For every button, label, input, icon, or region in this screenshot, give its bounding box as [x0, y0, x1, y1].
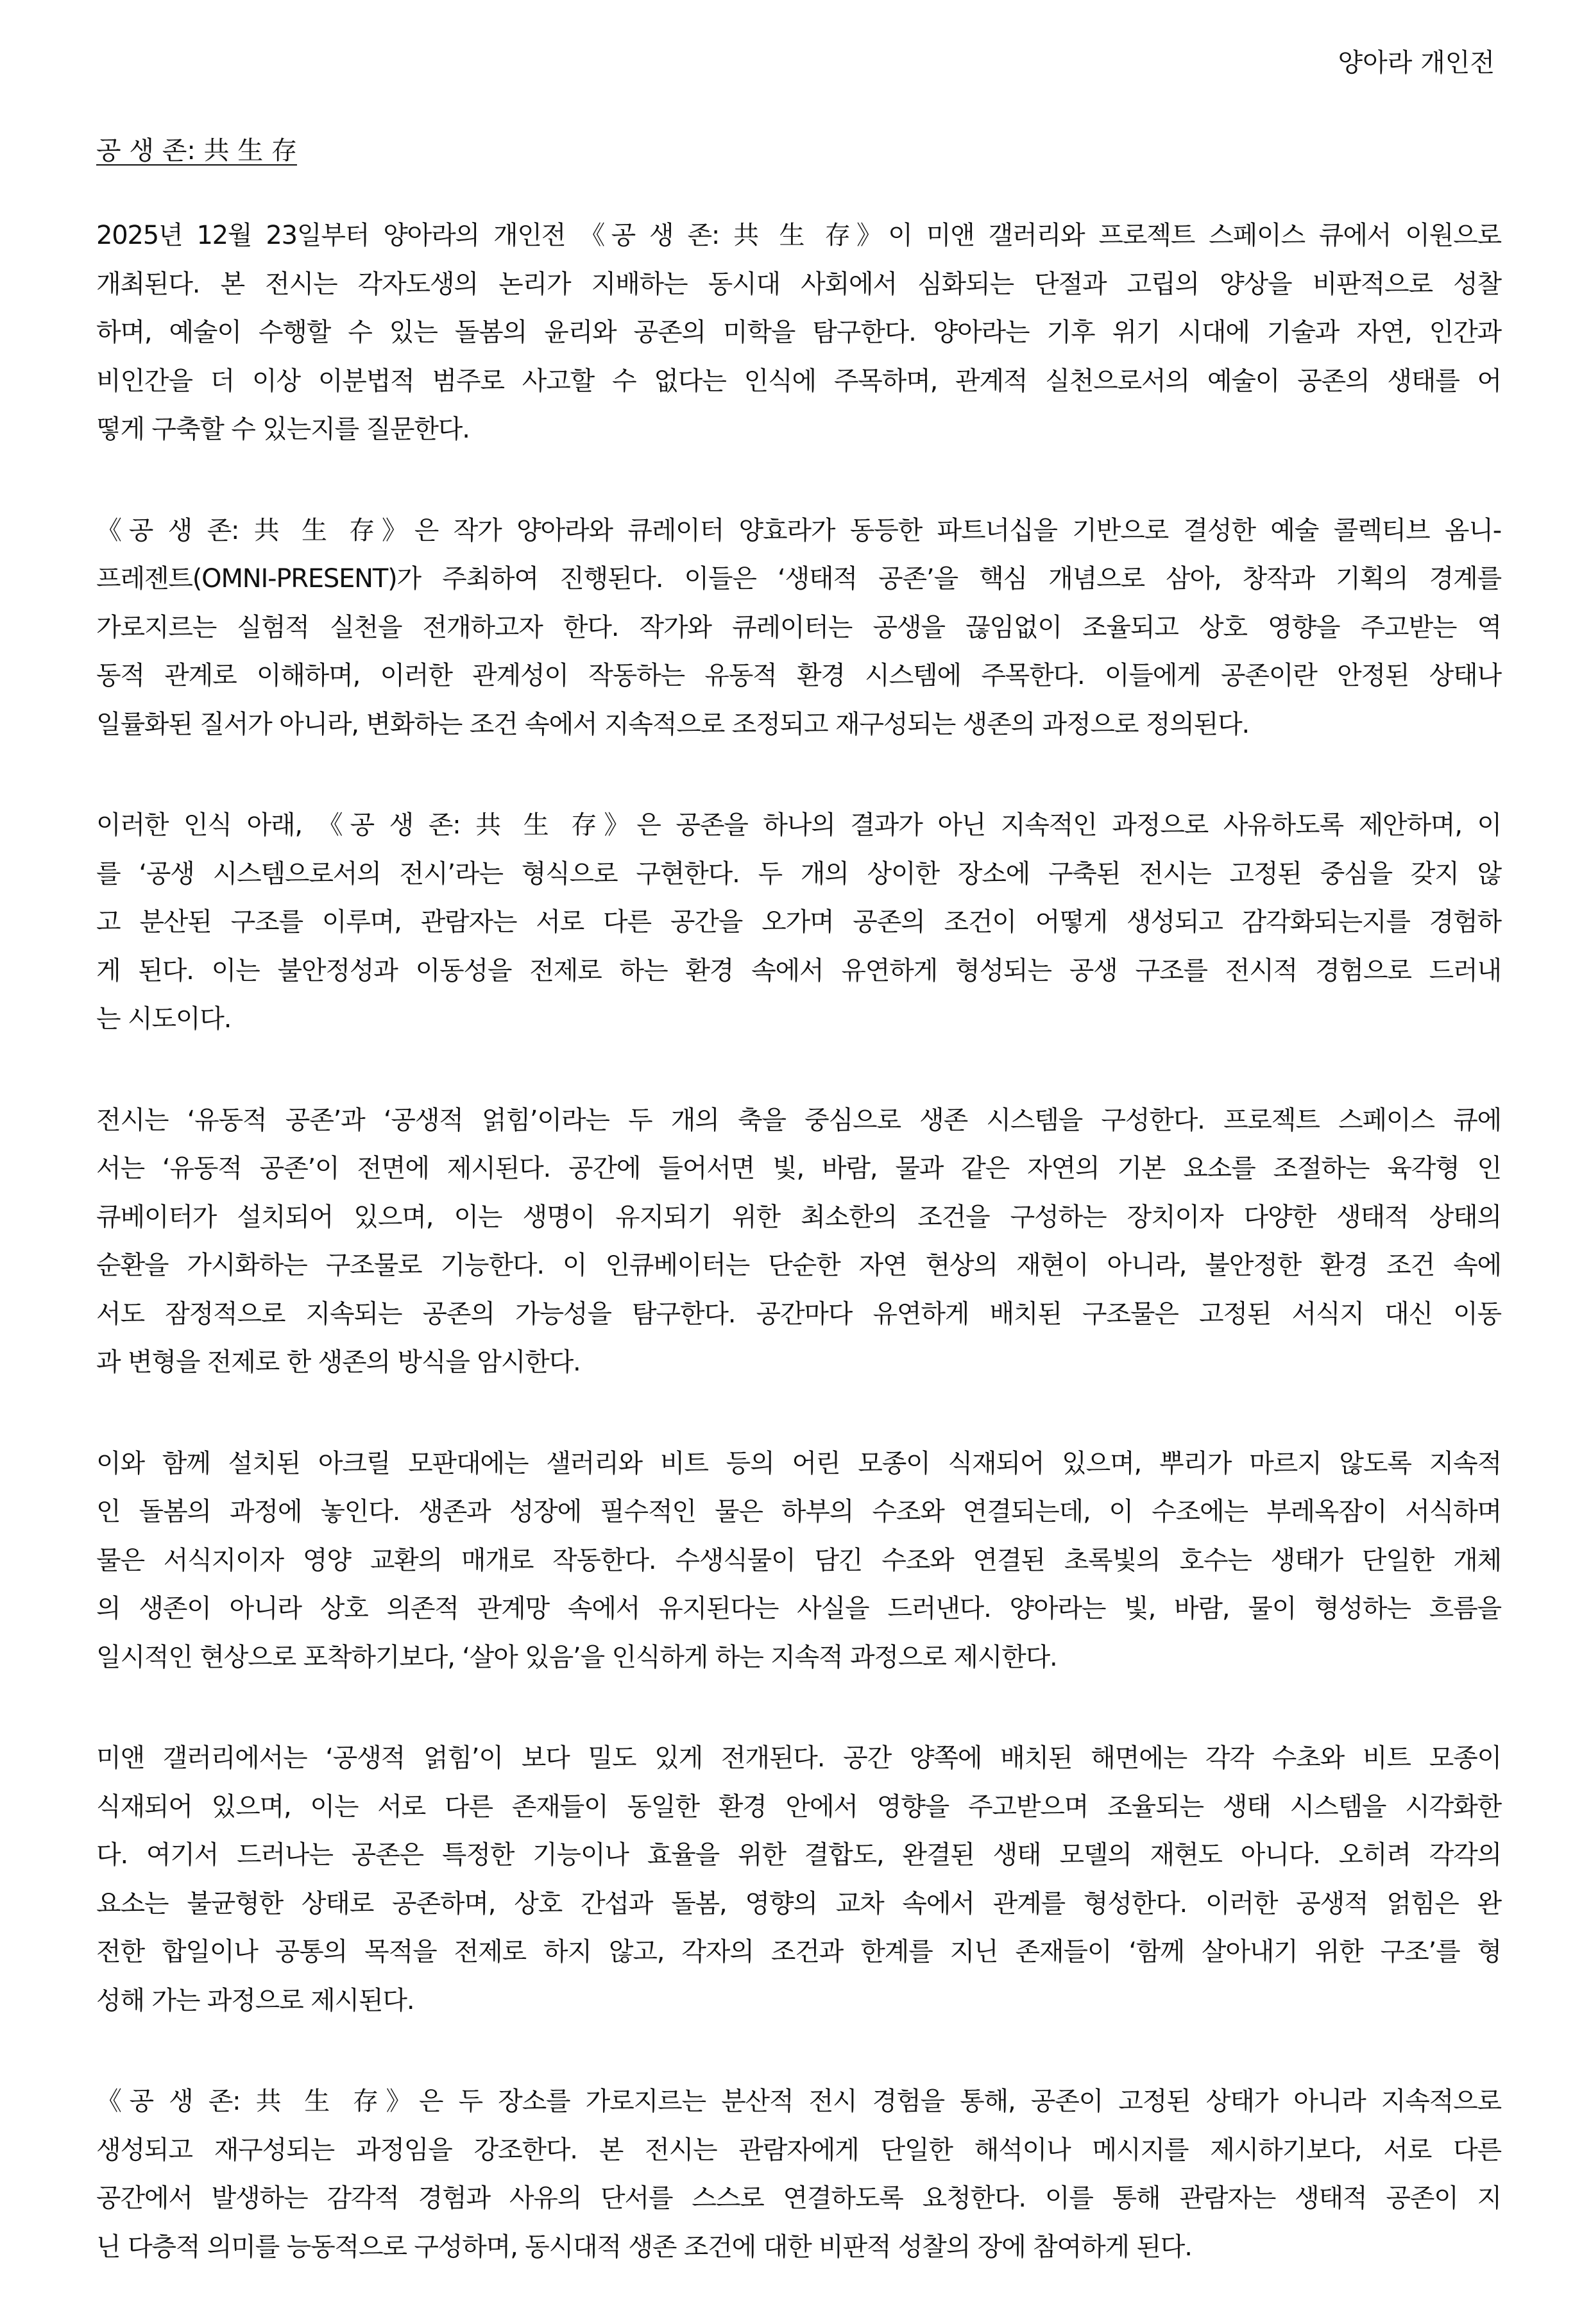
paragraph	[96, 1097, 1501, 1387]
paragraph-line: 성해 가는 과정으로 제시된다.	[96, 1985, 414, 2015]
paragraph-line: 전한 합일이나 공통의 목적을 전제로 하지 않고, 각자의 조건과 한계를 지닌 존재들이 ‘함께 살아내기 위한 구조’를 형	[96, 1937, 1501, 1967]
paragraph-line: 이러한 인식 아래, 《공 생 존: 共 生 存》은 공존을 하나의 결과가 아닌 지속적인 과정으로 사유하도록 제안하며, 이	[96, 810, 1501, 840]
paragraph-line: 물은 서식지이자 영양 교환의 매개로 작동한다. 수생식물이 담긴 수조와 연결된 초록빛의 호수는 생태가 단일한 개체	[96, 1545, 1501, 1575]
paragraph	[96, 1734, 1501, 2025]
paragraph-line: 떻게 구축할 수 있는지를 질문한다.	[96, 414, 470, 444]
paragraph	[96, 1440, 1501, 1682]
paragraph-line: 이와 함께 설치된 아크릴 모판대에는 샐러리와 비트 등의 어린 모종이 식재되어 있으며, 뿌리가 마르지 않도록 지속적	[96, 1448, 1501, 1478]
paragraph-line: 의 생존이 아니라 상호 의존적 관계망 속에서 유지된다는 사실을 드러낸다. 양아라는 빛, 바람, 물이 형성하는 흐름을	[96, 1594, 1501, 1623]
paragraph-line: 일률화된 질서가 아니라, 변화하는 조건 속에서 지속적으로 조정되고 재구성되는 생존의 과정으로 정의된다.	[96, 709, 1250, 739]
paragraph	[96, 2078, 1501, 2271]
paragraph-line: 공간에서 발생하는 감각적 경험과 사유의 단서를 스스로 연결하도록 요청한다. 이를 통해 관람자는 생태적 공존이 지	[96, 2183, 1501, 2213]
paragraph-line: 미앤 갤러리에서는 ‘공생적 얽힘’이 보다 밀도 있게 전개된다. 공간 양쪽에 배치된 해면에는 각각 수초와 비트 모종이	[96, 1743, 1501, 1773]
paragraph-line: 는 시도이다.	[96, 1004, 232, 1034]
paragraph-line: 프레젠트(OMNI-PRESENT)가 주최하여 진행된다. 이들은 ‘생태적 공존’을 핵심 개념으로 삼아, 창작과 기획의 경계를	[96, 564, 1501, 594]
paragraph-line: 서는 ‘유동적 공존’이 전면에 제시된다. 공간에 들어서면 빛, 바람, 물과 같은 자연의 기본 요소를 조절하는 육각형 인	[96, 1154, 1501, 1183]
paragraph-line: 하며, 예술이 수행할 수 있는 돌봄의 윤리와 공존의 미학을 탐구한다. 양아라는 기후 위기 시대에 기술과 자연, 인간과	[96, 318, 1501, 347]
paragraph-line: 가로지르는 실험적 실천을 전개하고자 한다. 작가와 큐레이터는 공생을 끊임없이 조율되고 상호 영향을 주고받는 역	[96, 612, 1501, 642]
paragraph-line: 다. 여기서 드러나는 공존은 특정한 기능이나 효율을 위한 결합도, 완결된 생태 모델의 재현도 아니다. 오히려 각각의	[96, 1840, 1501, 1870]
paragraph	[96, 212, 1501, 454]
paragraph-line: 큐베이터가 설치되어 있으며, 이는 생명이 유지되기 위한 최소한의 조건을 구성하는 장치이자 다양한 생태적 상태의	[96, 1202, 1501, 1232]
paragraph	[96, 801, 1501, 1044]
paragraph	[96, 507, 1501, 749]
paragraph-line: 게 된다. 이는 불안정성과 이동성을 전제로 하는 환경 속에서 유연하게 형성되는 공생 구조를 전시적 경험으로 드러내	[96, 955, 1501, 986]
body-text	[96, 212, 1501, 2324]
paragraph-line: 2025년 12월 23일부터 양아라의 개인전 《공 생 존: 共 生 存》이 미앤 갤러리와 프로젝트 스페이스 큐에서 이원으로	[96, 221, 1501, 250]
paragraph-line: 일시적인 현상으로 포착하기보다, ‘살아 있음’을 인식하게 하는 지속적 과정으로 제시한다.	[96, 1642, 1057, 1672]
paragraph-line: 비인간을 더 이상 이분법적 범주로 사고할 수 없다는 인식에 주목하며, 관계적 실천으로서의 예술이 공존의 생태를 어	[96, 366, 1501, 396]
paragraph-line: 닌 다층적 의미를 능동적으로 구성하며, 동시대적 생존 조건에 대한 비판적 성찰의 장에 참여하게 된다.	[96, 2232, 1192, 2262]
paragraph-line: 고 분산된 구조를 이루며, 관람자는 서로 다른 공간을 오가며 공존의 조건이 어떻게 생성되고 감각화되는지를 경험하	[96, 907, 1501, 937]
paragraph-line: 인 돌봄의 과정에 놓인다. 생존과 성장에 필수적인 물은 하부의 수조와 연결되는데, 이 수조에는 부레옥잠이 서식하며	[96, 1497, 1501, 1526]
paragraph-line: 전시는 ‘유동적 공존’과 ‘공생적 얽힘’이라는 두 개의 축을 중심으로 생존 시스템을 구성한다. 프로젝트 스페이스 큐에	[96, 1105, 1501, 1135]
paragraph-line: 서도 잠정적으로 지속되는 공존의 가능성을 탐구한다. 공간마다 유연하게 배치된 구조물은 고정된 서식지 대신 이동	[96, 1299, 1501, 1329]
exhibition-title: 공 생 존: 共 生 存	[96, 136, 297, 166]
paragraph-line: 식재되어 있으며, 이는 서로 다른 존재들이 동일한 환경 안에서 영향을 주고받으며 조율되는 생태 시스템을 시각화한	[96, 1791, 1501, 1822]
paragraph-line: 《공 생 존: 共 生 存》은 두 장소를 가로지르는 분산적 전시 경험을 통해, 공존이 고정된 상태가 아니라 지속적으로	[96, 2087, 1501, 2116]
paragraph-line: 요소는 불균형한 상태로 공존하며, 상호 간섭과 돌봄, 영향의 교차 속에서 관계를 형성한다. 이러한 공생적 얽힘은 완	[96, 1888, 1501, 1918]
paragraph-line: 《공 생 존: 共 生 存》은 작가 양아라와 큐레이터 양효라가 동등한 파트너십을 기반으로 결성한 예술 콜렉티브 옴니-	[96, 515, 1501, 545]
paragraph-line: 동적 관계로 이해하며, 이러한 관계성이 작동하는 유동적 환경 시스템에 주목한다. 이들에게 공존이란 안정된 상태나	[96, 661, 1501, 690]
paragraph-line: 과 변형을 전제로 한 생존의 방식을 암시한다.	[96, 1347, 581, 1377]
paragraph-line: 개최된다. 본 전시는 각자도생의 논리가 지배하는 동시대 사회에서 심화되는 단절과 고립의 양상을 비판적으로 성찰	[96, 269, 1501, 299]
paragraph-line: 순환을 가시화하는 구조물로 기능한다. 이 인큐베이터는 단순한 자연 현상의 재현이 아니라, 불안정한 환경 조건 속에	[96, 1251, 1501, 1280]
exhibition-header: 양아라 개인전	[1338, 48, 1495, 78]
paragraph-line: 를 ‘공생 시스템으로서의 전시’라는 형식으로 구현한다. 두 개의 상이한 장소에 구축된 전시는 고정된 중심을 갖지 않	[96, 859, 1501, 889]
paragraph-line: 생성되고 재구성되는 과정임을 강조한다. 본 전시는 관람자에게 단일한 해석이나 메시지를 제시하기보다, 서로 다른	[96, 2135, 1501, 2165]
